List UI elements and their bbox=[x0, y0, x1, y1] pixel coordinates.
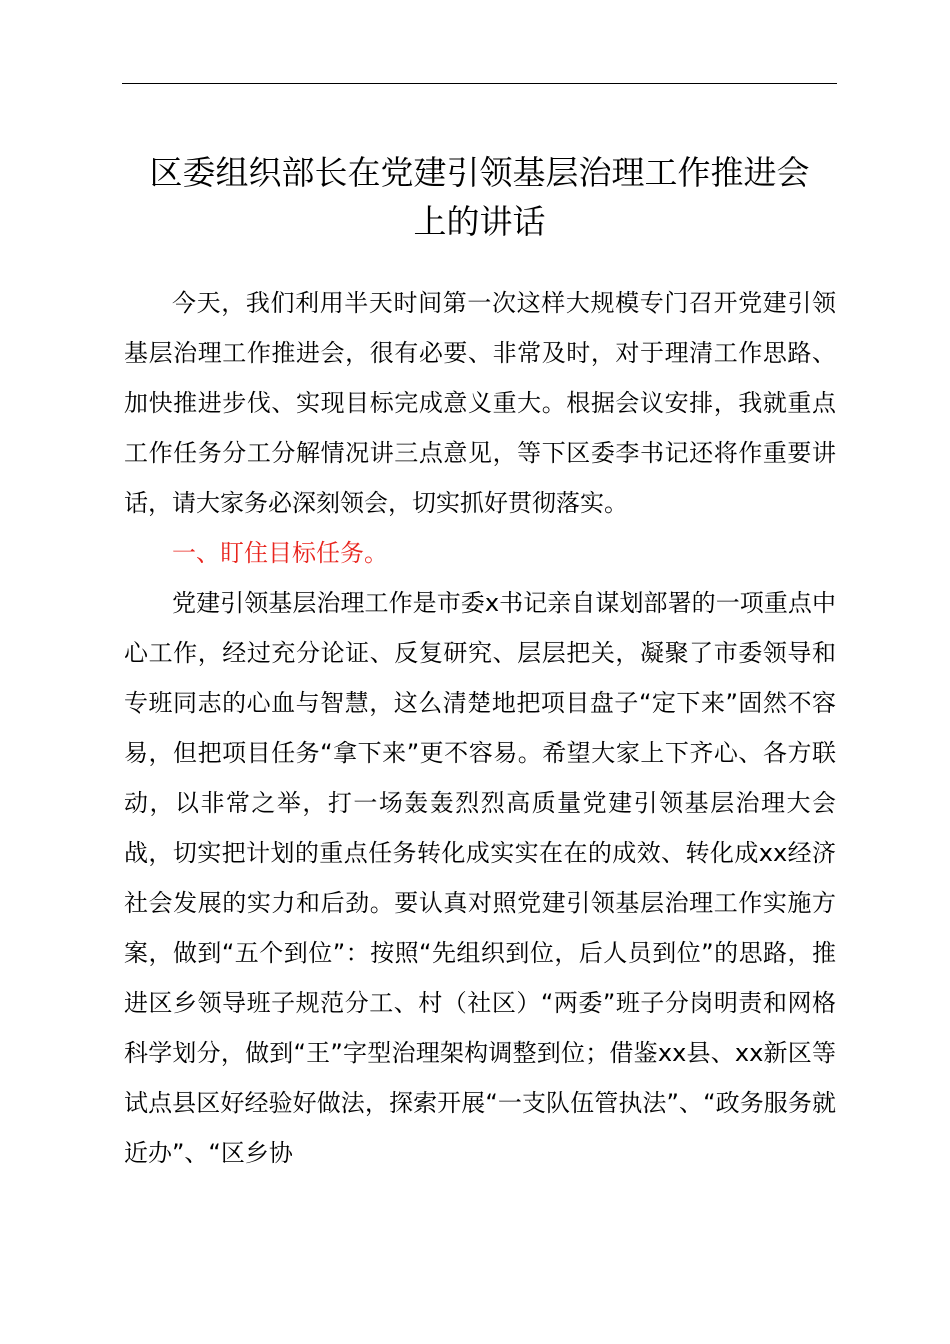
title-line-2: 上的讲话 bbox=[413, 202, 546, 241]
document-title bbox=[122, 148, 837, 246]
title-line-1: 区委组织部长在党建引领基层治理工作推进会 bbox=[149, 153, 810, 192]
section-1-paragraph: 党建引领基层治理工作是市委x书记亲自谋划部署的一项重点中心工作，经过充分论证、反复研究、层层把关，凝聚了市委领导和专班同志的心血与智慧，这么清楚地把项目盘子“定下来”固然不容易，但把项目任务“拿下来”更不容易。希望大家上下齐心、各方联动，以非常之举，打一场轰轰烈烈高质量党建引领基层治理大会战，切实把计划的重点任务转化成实实在在的成效、转化成xx经济社会发展的实力和后劲。要认真对照党建引领基层治理工作实施方案，做到“五个到位”：按照“先组织到位，后人员到位”的思路，推进区乡领导班子规范分工、村（社区）“两委”班子分岗明责和网格科学划分，做到“王”字型治理架构调整到位；借鉴xx县、xx新区等试点县区好经验好做法，探索开展“一支队伍管执法”、“政务服务就近办”、“区乡协 bbox=[124, 589, 836, 1167]
section-1-heading: 一、盯住目标任务。 bbox=[172, 539, 388, 567]
document-body bbox=[124, 278, 836, 1178]
intro-paragraph: 今天，我们利用半天时间第一次这样大规模专门召开党建引领基层治理工作推进会，很有必要、非常及时，对于理清工作思路、加快推进步伐、实现目标完成意义重大。根据会议安排，我就重点工作任务分工分解情况讲三点意见，等下区委李书记还将作重要讲话，请大家务必深刻领会，切实抓好贯彻落实。 bbox=[124, 289, 836, 517]
header-rule bbox=[122, 83, 837, 84]
